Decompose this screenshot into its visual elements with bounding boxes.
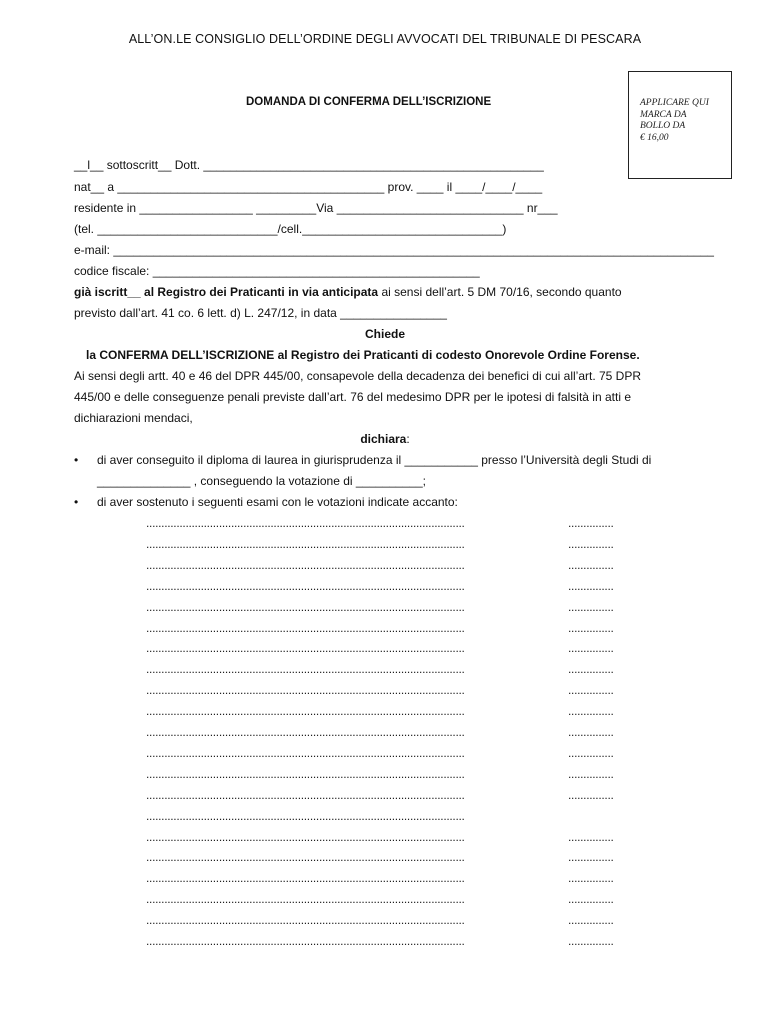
gia-iscritto-data-line[interactable]: previsto dall’art. 41 co. 6 lett. d) L. 247/12, in data ________________ (74, 306, 447, 320)
exam-name-field[interactable]: ......................................................................................................... (146, 662, 465, 676)
bullet-symbol: • (74, 495, 79, 509)
sensi-line: 445/00 e delle conseguenze penali previste dall’art. 76 del medesimo DPR per le ipotesi di falsità in atti e (74, 390, 631, 404)
exam-grade-field[interactable]: ............... (568, 621, 614, 635)
exam-name-field[interactable]: ......................................................................................................... (146, 871, 465, 885)
exam-name-field[interactable]: ......................................................................................................... (146, 788, 465, 802)
field-residente[interactable]: residente in _________________ _________Via ____________________________ nr___ (74, 201, 558, 215)
field-telefono[interactable]: (tel. ___________________________/cell.______________________________) (74, 222, 507, 236)
exam-name-field[interactable]: ......................................................................................................... (146, 746, 465, 760)
stamp-box (628, 71, 732, 179)
field-email[interactable]: e-mail: __________________________________________________________________________________________ (74, 243, 714, 257)
exam-name-field[interactable]: ......................................................................................................... (146, 830, 465, 844)
bullet-symbol: • (74, 453, 79, 467)
exam-name-field[interactable]: ......................................................................................................... (146, 850, 465, 864)
exam-grade-field[interactable]: ............... (568, 662, 614, 676)
exam-name-field[interactable]: ......................................................................................................... (146, 809, 465, 823)
exam-name-field[interactable]: ......................................................................................................... (146, 892, 465, 906)
exam-grade-field[interactable]: ............... (568, 892, 614, 906)
exam-name-field[interactable]: ......................................................................................................... (146, 621, 465, 635)
gia-iscritto-rest: ai sensi dell’art. 5 DM 70/16, secondo quanto (378, 285, 622, 299)
exam-grade-field[interactable]: ............... (568, 704, 614, 718)
field-nato[interactable]: nat__ a ________________________________________ prov. ____ il ____/____/____ (74, 180, 543, 194)
exam-grade-field[interactable]: ............... (568, 683, 614, 697)
bullet-laurea-line1[interactable]: di aver conseguito il diploma di laurea in giurisprudenza il ___________ presso l’Università degli Studi di (97, 453, 652, 467)
page-header: ALL’ON.LE CONSIGLIO DELL’ORDINE DEGLI AVVOCATI DEL TRIBUNALE DI PESCARA (128, 32, 642, 46)
exam-name-field[interactable]: ......................................................................................................... (146, 641, 465, 655)
exam-name-field[interactable]: ......................................................................................................... (146, 516, 465, 530)
stamp-line: APPLICARE QUI (640, 98, 709, 108)
document-title: DOMANDA DI CONFERMA DELL’ISCRIZIONE (246, 96, 492, 108)
gia-iscritto-line (74, 285, 622, 299)
exam-name-field[interactable]: ......................................................................................................... (146, 579, 465, 593)
bullet-esami-line1: di aver sostenuto i seguenti esami con le votazioni indicate accanto: (97, 495, 458, 509)
exam-name-field[interactable]: ......................................................................................................... (146, 934, 465, 948)
exam-name-field[interactable]: ......................................................................................................... (146, 725, 465, 739)
chiede-heading: Chiede (364, 327, 405, 341)
richiesta-conferma: la CONFERMA DELL’ISCRIZIONE al Registro dei Praticanti di codesto Onorevole Ordine Forense. (86, 348, 640, 362)
stamp-line: MARCA DA (640, 109, 687, 120)
field-sottoscritto[interactable]: __l__ sottoscritt__ Dott. ___________________________________________________ (74, 158, 544, 172)
exam-name-field[interactable]: ......................................................................................................... (146, 913, 465, 927)
exam-grade-field[interactable]: ............... (568, 788, 614, 802)
exam-grade-field[interactable]: ............... (568, 558, 614, 572)
exam-grade-field[interactable]: ............... (568, 830, 614, 844)
exam-name-field[interactable]: ......................................................................................................... (146, 704, 465, 718)
stamp-line: BOLLO DA (640, 121, 686, 131)
exam-grade-field[interactable]: ............... (568, 871, 614, 885)
stamp-line: € 16,00 (640, 132, 669, 143)
exam-name-field[interactable]: ......................................................................................................... (146, 537, 465, 551)
exam-grade-field[interactable]: ............... (568, 850, 614, 864)
exam-grade-field[interactable]: ............... (568, 641, 614, 655)
exam-grade-field[interactable]: ............... (568, 600, 614, 614)
exam-name-field[interactable]: ......................................................................................................... (146, 767, 465, 781)
exam-grade-field[interactable]: ............... (568, 725, 614, 739)
exam-grade-field[interactable]: ............... (568, 579, 614, 593)
exam-name-field[interactable]: ......................................................................................................... (146, 558, 465, 572)
gia-iscritto-bold: già iscritt__ al Registro dei Praticanti in via anticipata (74, 285, 379, 299)
dichiara-heading (0, 432, 770, 446)
exam-grade-field[interactable]: ............... (568, 767, 614, 781)
exam-name-field[interactable]: ......................................................................................................... (146, 683, 465, 697)
exam-grade-field[interactable]: ............... (568, 516, 614, 530)
exam-name-field[interactable]: ......................................................................................................... (146, 600, 465, 614)
stamp-box-text (640, 98, 732, 144)
sensi-line: dichiarazioni mendaci, (74, 411, 193, 425)
dichiara-colon: : (406, 432, 410, 446)
exam-grade-field[interactable]: ............... (568, 537, 614, 551)
exam-grade-field[interactable]: ............... (568, 934, 614, 948)
sensi-line: Ai sensi degli artt. 40 e 46 del DPR 445/00, consapevole della decadenza dei benefici di cui all’art. 75 DPR (74, 369, 642, 383)
dichiara-bold: dichiara (360, 432, 407, 446)
bullet-laurea-line2[interactable]: ______________ , conseguendo la votazione di __________; (97, 474, 426, 488)
field-codice-fiscale[interactable]: codice fiscale: _________________________________________________ (74, 264, 480, 278)
exam-grade-field[interactable]: ............... (568, 746, 614, 760)
exam-grade-field[interactable]: ............... (568, 913, 614, 927)
